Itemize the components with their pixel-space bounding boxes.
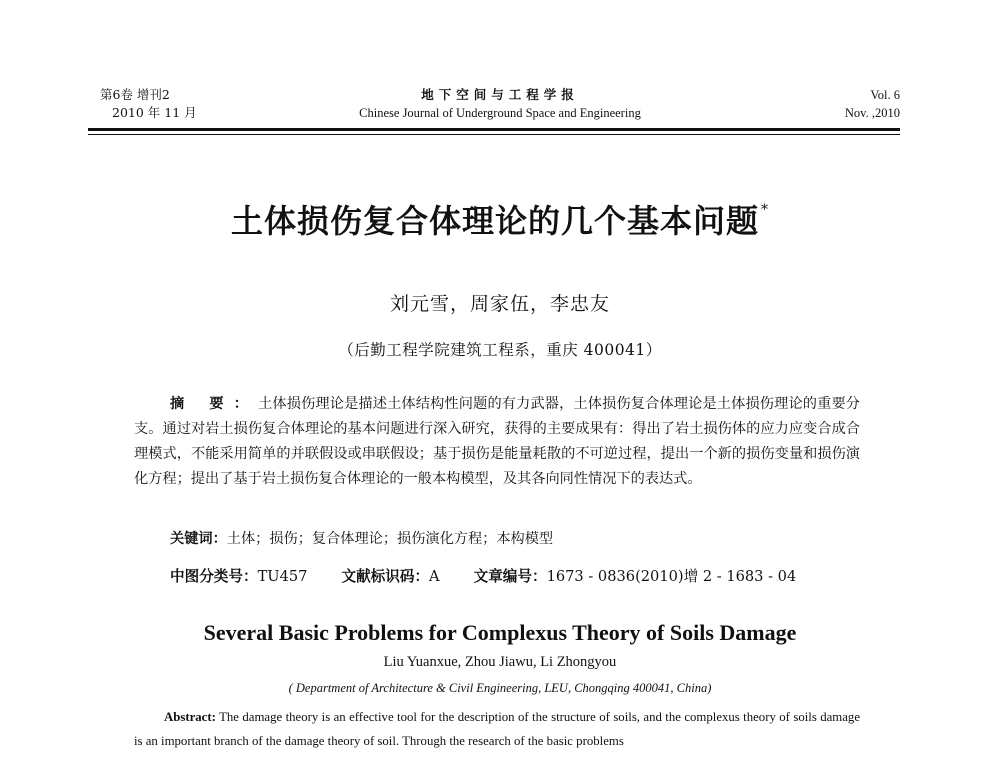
paper-title-text: 土体损伤复合体理论的几个基本问题 [230,202,759,240]
title-footnote-mark: * [761,202,769,218]
abstract-cn-label: 摘 要： [170,396,259,412]
paper-title-en: Several Basic Problems for Complexus Theory of Soils Damage [203,620,797,645]
abstract-cn-text: 土体损伤理论是描述土体结构性问题的有力武器，土体损伤复合体理论是土体损伤理论的重要分支。通过对岩土损伤复合体理论的基本问题进行深入研究，获得的主要成果有：得出了岩土损伤体的应力应变合成合理模式，不能采用简单的并联假设或串联假设；基于损伤是能量耗散的不可逆过程，提出一个新的损伤变量和损伤演化方程；提出了基于岩土损伤复合体理论的一般本构模型，及其各向同性情况下的表达式。 [134,396,860,487]
affiliation-en: ( Department of Architecture & Civil Engineering, LEU, Chongqing 400041, China) [288,681,712,695]
header-volume-en [845,86,900,122]
clc-label: 中图分类号： [170,568,258,585]
abstract-en-label: Abstract: [164,710,216,724]
header-date-en: Nov. ,2010 [844,106,900,120]
clc-value: TU457 [257,568,308,585]
running-header [100,86,900,126]
abstract-en [134,705,860,753]
affiliation-cn: （后勤工程学院建筑工程系，重庆 400041） [338,341,662,359]
abstract-en-text: The damage theory is an effective tool for the description of the structure of soils, and the complexus theory of soils damage is an important branch of the damage theory of soil. Through the research of the basic problems [134,710,861,748]
article-number-value: 1673 - 0836(2010)增 2 - 1683 - 04 [546,568,797,585]
header-volume: Vol. 6 [870,88,900,102]
abstract-cn [134,392,860,492]
header-journal-name [300,86,700,122]
header-rule-thin [88,134,900,135]
authors-cn: 刘元雪，周家伍，李忠友 [389,293,610,315]
header-rule-thick [88,128,900,131]
keywords-label: 关键词： [170,531,227,547]
journal-name-en: Chinese Journal of Underground Space and Engineering [359,106,641,120]
doc-code-value: A [429,568,440,585]
authors-en: Liu Yuanxue, Zhou Jiawu, Li Zhongyou [383,654,617,670]
keywords-text: 土体；损伤；复合体理论；损伤演化方程；本构模型 [226,531,554,547]
header-date-cn: 2010 年 11 月 [112,105,197,120]
keywords-cn [170,528,860,548]
header-volume-cn [100,86,197,122]
article-number-label: 文章编号： [473,568,547,585]
header-volume-issue: 第6卷 增刊2 [100,87,170,102]
doc-code-label: 文献标识码： [341,568,430,585]
journal-name-cn: 地下空间与工程学报 [421,87,579,102]
classification-line [170,565,870,586]
paper-title [100,196,900,242]
